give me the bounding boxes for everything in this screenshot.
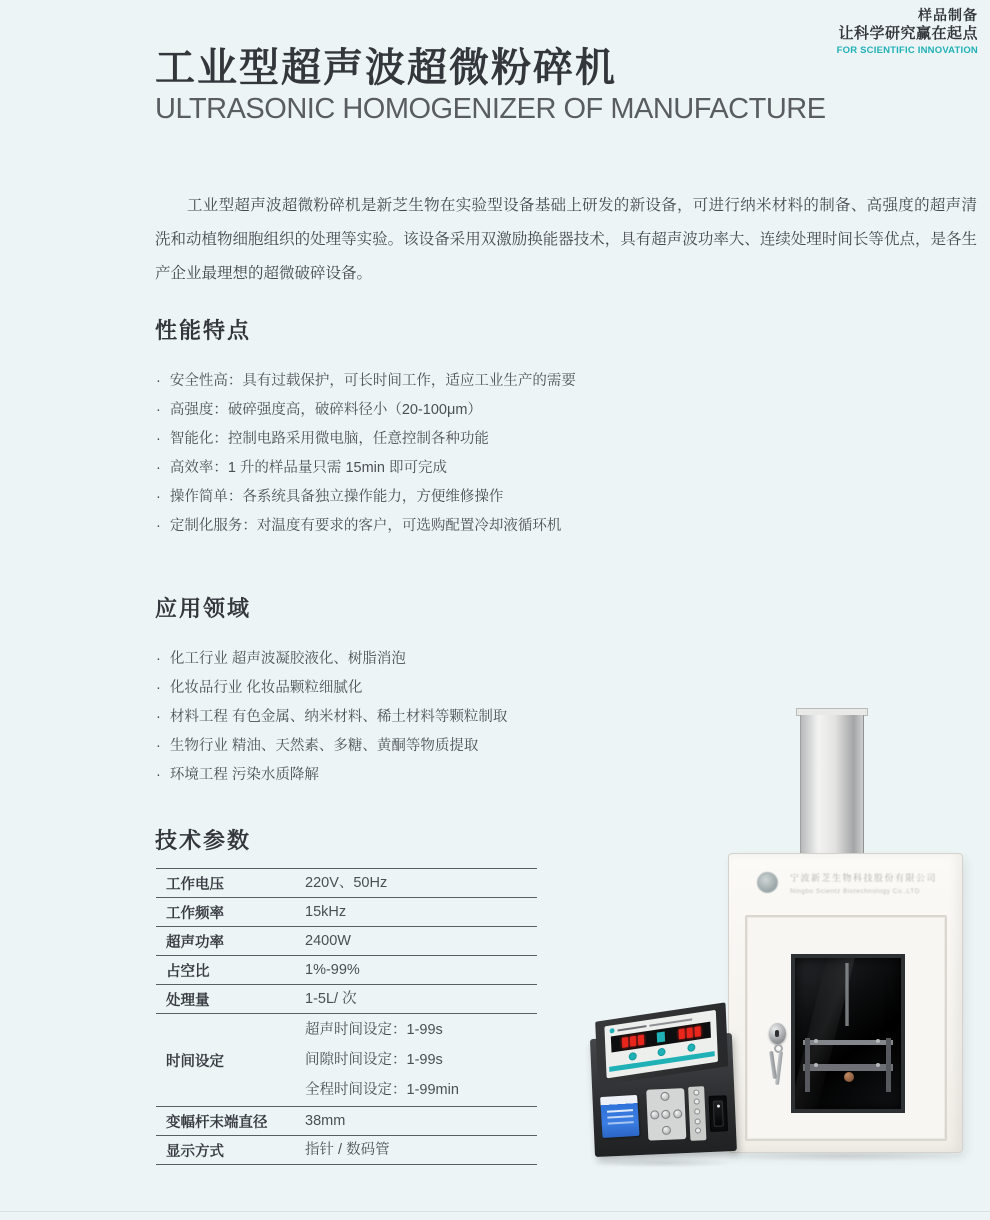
list-item: · 材料工程 有色金属、纳米材料、稀土材料等颗粒制取: [156, 703, 507, 732]
cabinet-window: [791, 954, 905, 1113]
product-photo: [590, 700, 986, 1170]
spec-label: 工作频率: [166, 905, 224, 922]
list-item: · 环境工程 污染水质降解: [156, 761, 507, 790]
tagline-line2: 让科学研究赢在起点: [838, 25, 978, 42]
cabinet-brand: [757, 872, 937, 897]
soundproof-cabinet: [728, 853, 963, 1153]
key-icon: [769, 1051, 777, 1079]
spec-row: [156, 956, 537, 985]
spec-values: [305, 869, 537, 897]
spec-label: 时间设定: [166, 1053, 224, 1070]
spec-value: 超声时间设定：1-99s: [305, 1022, 443, 1038]
front-keypad: [646, 1088, 687, 1141]
spec-value: 指针 / 数码管: [305, 1142, 390, 1158]
probe-column: [800, 715, 864, 855]
front-button-column: [688, 1086, 706, 1140]
spec-label: 超声功率: [166, 934, 224, 951]
brand-logo-icon: [757, 872, 778, 893]
applications-list: [156, 645, 507, 790]
spec-row: [156, 1136, 537, 1165]
list-item: · 化工行业 超声波凝胶液化、树脂消泡: [156, 645, 507, 674]
spec-label: 变幅杆末端直径: [166, 1114, 268, 1131]
spec-value: 1-5L/ 次: [305, 991, 357, 1007]
spec-value: 全程时间设定：1-99min: [305, 1082, 459, 1098]
spec-label: 处理量: [166, 992, 210, 1009]
specs-heading: 技术参数: [155, 828, 252, 853]
spec-value: 38mm: [305, 1113, 346, 1129]
panel-button: [657, 1047, 665, 1056]
generator-control-panel: [604, 1010, 718, 1079]
key-icon: [775, 1051, 783, 1085]
keypad-button: [673, 1109, 682, 1118]
keypad-button: [662, 1126, 671, 1135]
spec-row: [156, 898, 537, 927]
list-item: · 生物行业 精油、天然素、多糖、黄酮等物质提取: [156, 732, 507, 761]
panel-button: [687, 1043, 695, 1052]
spec-values: [305, 956, 537, 984]
list-item: · 高效率：1 升的样品量只需 15min 即可完成: [156, 454, 576, 483]
specs-table: [156, 868, 537, 1165]
clamp-knob-icon: [844, 1072, 854, 1082]
keypad-button: [650, 1110, 659, 1119]
list-item: · 化妆品行业 化妆品颗粒细腻化: [156, 674, 507, 703]
list-item: · 安全性高：具有过载保护，可长时间工作，适应工业生产的需要: [156, 367, 576, 396]
spec-row: [156, 1014, 537, 1107]
spec-values: [305, 927, 537, 955]
spec-value: 1%-99%: [305, 962, 360, 978]
list-item: · 智能化：控制电路采用微电脑，任意控制各种功能: [156, 425, 576, 454]
brand-name-cn: 宁波新芝生物科技股份有限公司: [790, 873, 938, 883]
features-heading: 性能特点: [155, 318, 252, 343]
spec-label: 显示方式: [166, 1143, 224, 1160]
page-title: 工业型超声波超微粉碎机: [155, 46, 617, 90]
list-item: · 操作简单：各系统具备独立操作能力，方便维修操作: [156, 483, 576, 512]
spec-values: [305, 985, 537, 1013]
spec-value: 间隙时间设定：1-99s: [305, 1052, 443, 1068]
panel-button: [628, 1052, 636, 1061]
keypad-button: [661, 1092, 670, 1101]
tagline-line1: 样品制备: [918, 7, 978, 23]
title-block: [155, 46, 826, 126]
front-label-sticker: [600, 1095, 640, 1138]
spec-values: [305, 1107, 537, 1135]
spec-value: 220V、50Hz: [305, 875, 388, 891]
list-item: · 定制化服务：对温度有要求的客户，可选购配置冷却液循环机: [156, 512, 576, 541]
cabinet-door: [745, 915, 947, 1141]
generator-front-face: [596, 1081, 732, 1151]
applications-heading: 应用领域: [155, 596, 252, 621]
tagline-line3: FOR SCIENTIFIC INNOVATION: [836, 45, 978, 56]
spec-row: [156, 985, 537, 1014]
page-bottom-divider: [0, 1211, 990, 1212]
display-divider: [657, 1031, 665, 1042]
ultrasonic-generator: [589, 1007, 737, 1163]
list-item: · 高强度：破碎强度高，破碎料径小（20-100μm）: [156, 396, 576, 425]
ultrasonic-probe: [845, 963, 849, 1026]
spec-value: 15kHz: [305, 904, 347, 920]
spec-row: [156, 927, 537, 956]
spec-values: [305, 898, 537, 926]
sample-clamp: [803, 1038, 892, 1092]
page-subtitle: ULTRASONIC HOMOGENIZER OF MANUFACTURE: [155, 93, 826, 125]
power-switch: [709, 1095, 728, 1132]
panel-logo-icon: [609, 1028, 614, 1034]
spec-value: 2400W: [305, 933, 351, 949]
spec-row: [156, 1107, 537, 1136]
features-list: [156, 367, 576, 541]
spec-row: [156, 869, 537, 898]
keypad-button: [661, 1109, 670, 1118]
brand-tagline: [837, 6, 978, 57]
spec-label: 占空比: [166, 963, 210, 980]
door-lock-icon: [769, 1023, 786, 1044]
power-rocker-icon: [713, 1100, 725, 1126]
spec-label: 工作电压: [166, 876, 224, 893]
intro-paragraph: 工业型超声波超微粉碎机是新芝生物在实验型设备基础上研发的新设备，可进行纳米材料的制备、高强度的超声清洗和动植物细胞组织的处理等实验。该设备采用双激励换能器技术，具有超声波功率大、连续处理时间长等优点，是各生产企业最理想的超微破碎设备。: [155, 197, 977, 282]
spec-values: [305, 1136, 537, 1164]
spec-values: [305, 1014, 537, 1106]
brand-name-en: Ningbo Scientz Biotechnology Co.,LTD: [790, 888, 920, 895]
